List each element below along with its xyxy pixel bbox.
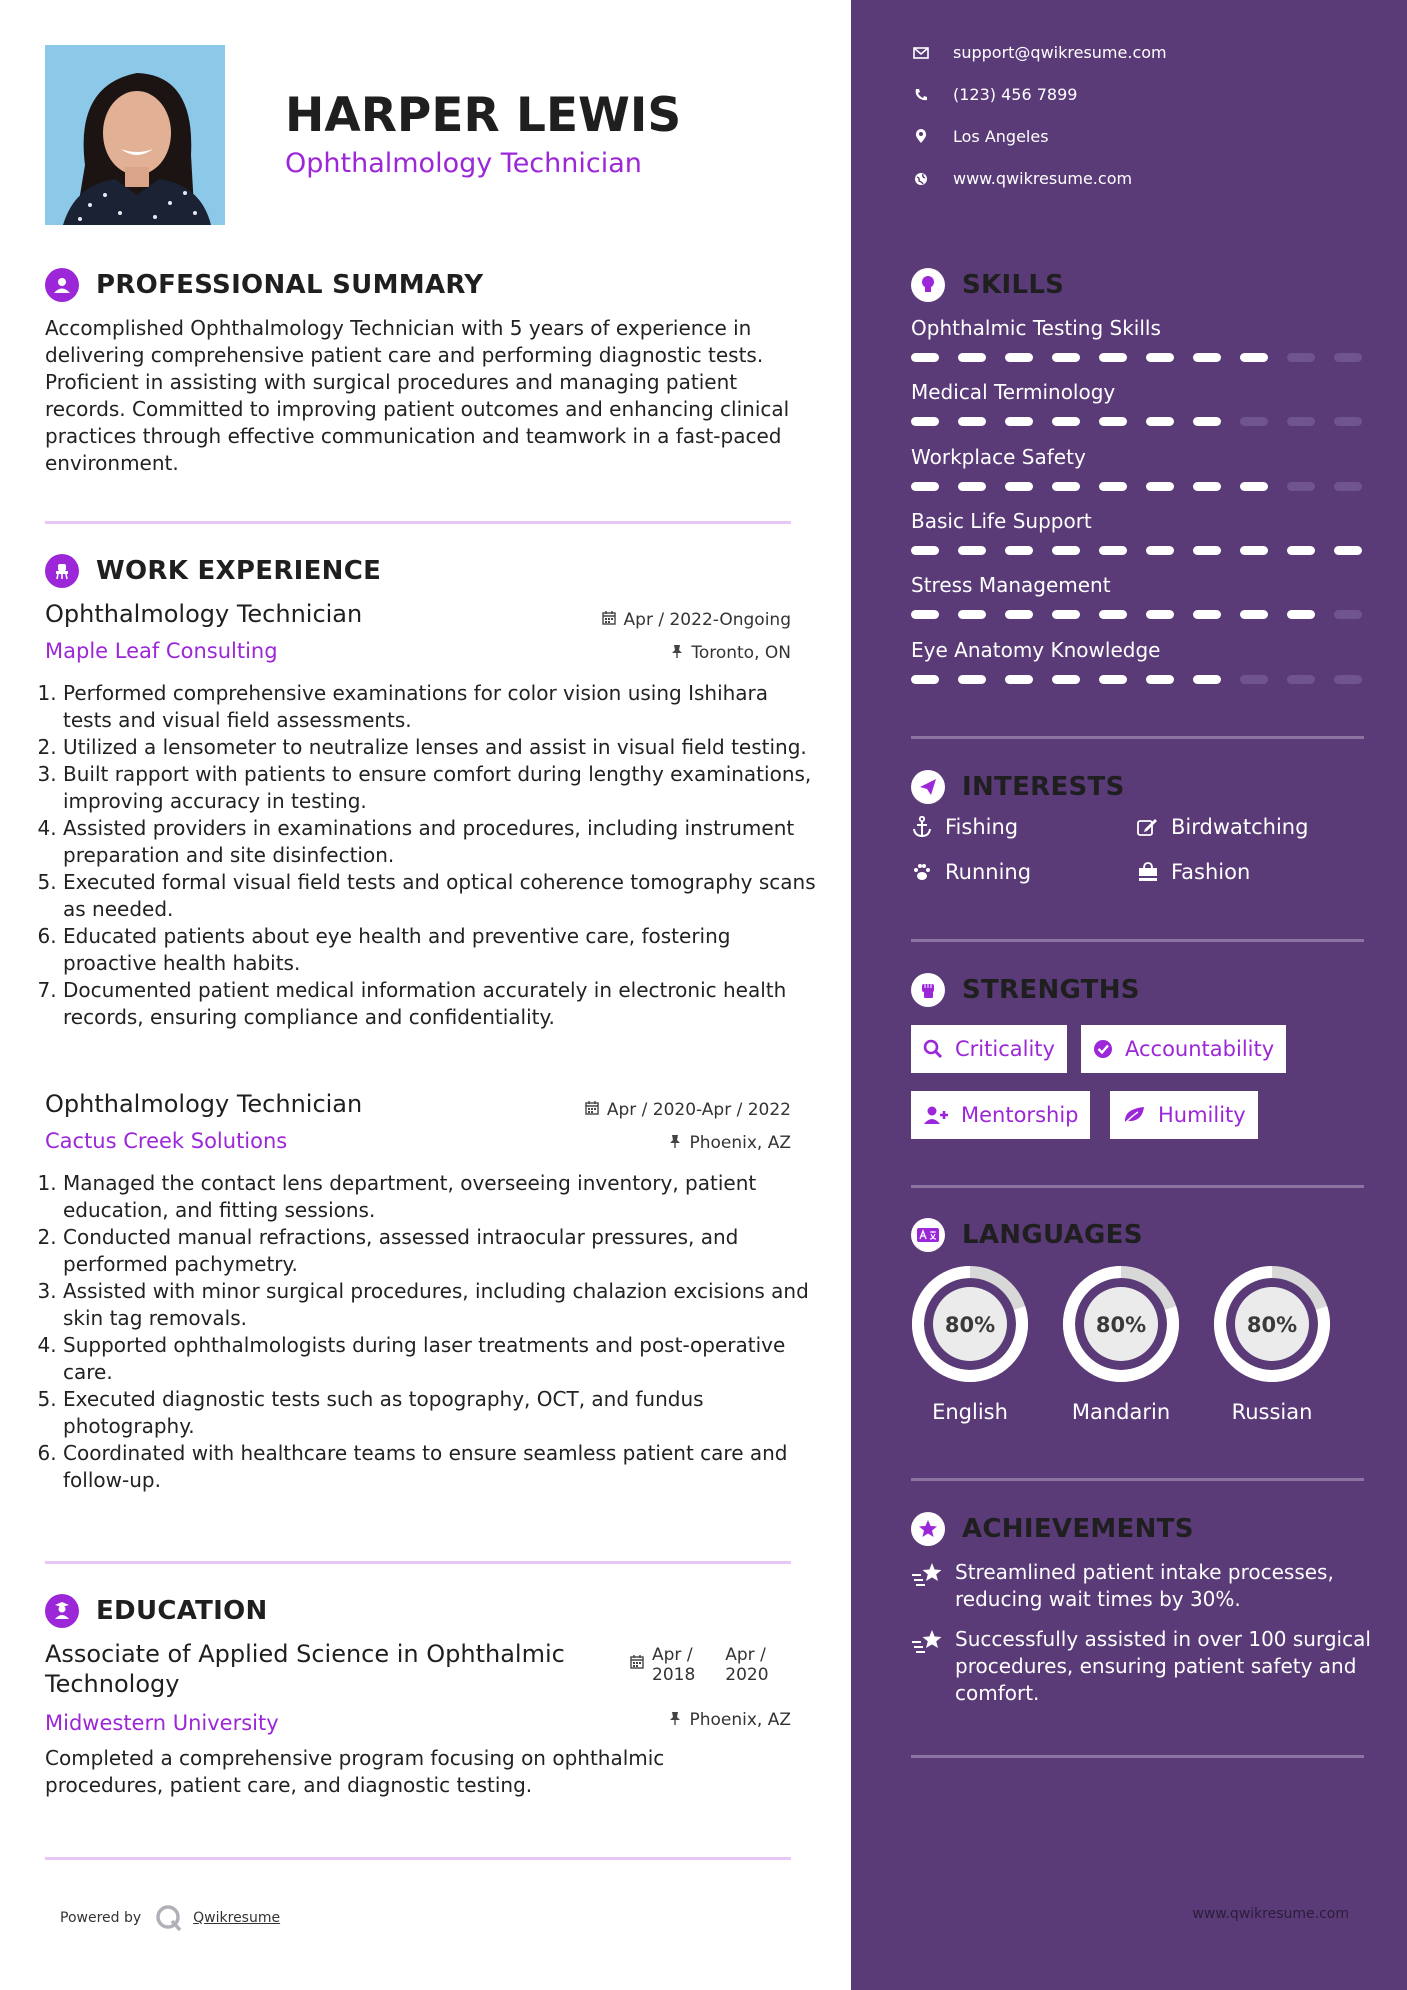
list-item: 3. Assisted with minor surgical procedures, including chalazion excisions and skin tag removals. (63, 1278, 823, 1332)
job-dates (585, 1100, 791, 1120)
contact-phone[interactable] (911, 85, 1077, 104)
skill-dash-empty (1287, 675, 1315, 684)
skill-dash-filled (1287, 546, 1315, 555)
skill-dash-filled (911, 353, 939, 362)
skill-dash-filled (1240, 546, 1268, 555)
skill-dash-filled (1099, 610, 1127, 619)
divider (911, 1478, 1364, 1481)
job-dates-text: Apr / 2022-Ongoing (623, 610, 791, 630)
divider (911, 1185, 1364, 1188)
list-item: 5. Executed formal visual field tests and optical coherence tomography scans as needed. (63, 869, 823, 923)
skill-dash-empty (1334, 482, 1362, 491)
contact-location (911, 127, 1049, 146)
skill-dash-filled (1193, 417, 1221, 426)
skill-dash-filled (911, 482, 939, 491)
user-plus-icon (923, 1105, 949, 1125)
divider (45, 1561, 791, 1564)
skill-dash-filled (1193, 482, 1221, 491)
skill-dash-filled (1099, 482, 1127, 491)
language-name: Mandarin (1071, 1400, 1171, 1424)
strength-label: Criticality (955, 1037, 1055, 1061)
skill-bar (911, 417, 1362, 426)
degree-line-2: Technology (45, 1670, 180, 1698)
interest-item (911, 860, 1031, 884)
qwikresume-link[interactable]: Qwikresume (193, 1910, 281, 1926)
job-dates (602, 610, 791, 630)
list-item: 2. Utilized a lensometer to neutralize lenses and assist in visual field testing. (63, 734, 823, 761)
end-year: 2020 (725, 1665, 769, 1685)
degree-line-1: Associate of Applied Science in Ophthalmic (45, 1640, 565, 1668)
interests-heading (911, 770, 1125, 804)
strengths-title: STRENGTHS (962, 975, 1140, 1005)
edit-icon (1137, 817, 1159, 837)
contact-email-text: support@qwikresume.com (953, 43, 1167, 62)
skill-name: Ophthalmic Testing Skills (911, 316, 1161, 340)
list-item: 6. Educated patients about eye health and preventive care, fostering proactive health habits. (63, 923, 823, 977)
skill-dash-filled (1099, 353, 1127, 362)
skill-dash-filled (958, 417, 986, 426)
skill-dash-filled (1240, 610, 1268, 619)
achievement-text: Successfully assisted in over 100 surgical procedures, ensuring patient safety and comfort. (955, 1627, 1371, 1705)
skills-heading (911, 268, 1064, 302)
interest-item (1137, 815, 1308, 839)
contact-website-text: www.qwikresume.com (953, 169, 1133, 188)
skill-dash-filled (1005, 675, 1033, 684)
envelope-icon (911, 47, 931, 59)
skill-name: Stress Management (911, 573, 1111, 597)
skill-dash-filled (1146, 417, 1174, 426)
list-item: 7. Documented patient medical information accurately in electronic health records, ensuring compliance and confidentiality. (63, 977, 823, 1031)
achievement-item (911, 1626, 1371, 1707)
job-dates-text: Apr / 2020-Apr / 2022 (606, 1100, 791, 1120)
interest-label: Birdwatching (1171, 815, 1309, 839)
list-item: 4. Supported ophthalmologists during laser treatments and post-operative care. (63, 1332, 823, 1386)
job-location (671, 643, 791, 663)
skill-dash-filled (1240, 482, 1268, 491)
list-item: 6. Coordinated with healthcare teams to ensure seamless patient care and follow-up. (63, 1440, 823, 1494)
interest-label: Fishing (945, 815, 1019, 839)
languages-title: LANGUAGES (962, 1220, 1143, 1250)
skill-dash-filled (1146, 482, 1174, 491)
shooting-star-icon (911, 1561, 944, 1596)
skill-dash-empty (1334, 675, 1362, 684)
skill-bar (911, 353, 1362, 362)
job-role: Ophthalmology Technician (45, 600, 363, 628)
footer-url[interactable]: www.qwikresume.com (1192, 1906, 1349, 1922)
skill-name: Workplace Safety (911, 445, 1086, 469)
paper-plane-icon (911, 770, 945, 804)
list-item: 1. Performed comprehensive examinations for color vision using Ishihara tests and visual field assessments. (63, 680, 823, 734)
powered-by (60, 1904, 280, 1932)
skill-dash-filled (958, 675, 986, 684)
skills-title: SKILLS (962, 270, 1065, 300)
education-location-text: Phoenix, AZ (689, 1710, 791, 1730)
skill-dash-empty (1287, 482, 1315, 491)
list-item: 2. Conducted manual refractions, assessed intraocular pressures, and performed pachymetry. (63, 1224, 823, 1278)
interest-item (911, 815, 1018, 839)
skill-bar (911, 675, 1362, 684)
skill-dash-filled (1005, 353, 1033, 362)
skill-dash-empty (1240, 675, 1268, 684)
job-location-text: Toronto, ON (691, 643, 791, 663)
skill-dash-filled (911, 675, 939, 684)
fist-icon (911, 973, 945, 1007)
strength-badge (1110, 1091, 1258, 1139)
divider (911, 736, 1364, 739)
skill-dash-filled (1005, 417, 1033, 426)
list-item: 1. Managed the contact lens department, overseeing inventory, patient education, and fitting sessions. (63, 1170, 823, 1224)
list-item: 4. Assisted providers in examinations and procedures, including instrument preparation and site disinfection. (63, 815, 823, 869)
experience-title: WORK EXPERIENCE (96, 556, 382, 586)
skill-dash-filled (1099, 546, 1127, 555)
list-item: 5. Executed diagnostic tests such as topography, OCT, and fundus photography. (63, 1386, 823, 1440)
skill-dash-filled (1146, 353, 1174, 362)
language-percent: 80% (1095, 1313, 1147, 1337)
language-name: English (932, 1400, 1008, 1424)
strength-label: Mentorship (961, 1103, 1079, 1127)
skill-dash-filled (958, 353, 986, 362)
skill-dash-filled (958, 610, 986, 619)
candidate-title: Ophthalmology Technician (285, 148, 642, 179)
skill-dash-filled (1146, 546, 1174, 555)
skill-dash-filled (1005, 610, 1033, 619)
achievements-heading (911, 1512, 1194, 1546)
job-bullets (36, 680, 823, 1031)
education-title: EDUCATION (96, 1596, 268, 1626)
strength-label: Accountability (1125, 1037, 1275, 1061)
calendar-icon (602, 610, 616, 630)
start-month: Apr / (652, 1645, 693, 1665)
calendar-icon (585, 1100, 599, 1120)
map-pin-icon (911, 129, 931, 144)
language-percent: 80% (944, 1313, 996, 1337)
divider (45, 521, 791, 524)
achievement-text: Streamlined patient intake processes, reducing wait times by 30%. (955, 1560, 1334, 1611)
start-year: 2018 (652, 1665, 696, 1685)
languages-heading (911, 1218, 1143, 1252)
interest-item (1137, 860, 1250, 884)
education-heading (45, 1594, 268, 1628)
skill-dash-filled (1052, 417, 1080, 426)
anchor-icon (911, 816, 933, 838)
strength-badge (1081, 1025, 1286, 1073)
check-circle-icon (1093, 1039, 1113, 1059)
skill-dash-filled (1146, 610, 1174, 619)
lightbulb-icon (911, 268, 945, 302)
graduate-icon (45, 1594, 79, 1628)
interests-title: INTERESTS (962, 772, 1125, 802)
skill-dash-empty (1287, 353, 1315, 362)
strength-badge (911, 1091, 1090, 1139)
strengths-heading (911, 973, 1140, 1007)
strength-badge (911, 1025, 1067, 1073)
language-ring (1061, 1264, 1181, 1384)
skill-dash-filled (911, 610, 939, 619)
leaf-icon (1122, 1105, 1146, 1125)
skill-name: Medical Terminology (911, 380, 1116, 404)
skill-dash-filled (1146, 675, 1174, 684)
experience-heading (45, 554, 381, 588)
skill-dash-filled (1099, 675, 1127, 684)
interest-label: Fashion (1171, 860, 1251, 884)
language-ring (1212, 1264, 1332, 1384)
skill-dash-filled (1052, 610, 1080, 619)
contact-email[interactable] (911, 43, 1167, 62)
powered-by-label: Powered by (60, 1910, 142, 1926)
contact-location-text: Los Angeles (953, 127, 1049, 146)
paw-icon (911, 862, 933, 882)
skill-dash-filled (1193, 353, 1221, 362)
skill-dash-filled (1334, 546, 1362, 555)
qwikresume-logo-icon (155, 1904, 183, 1932)
candidate-name: HARPER LEWIS (285, 88, 682, 143)
skill-dash-filled (1052, 546, 1080, 555)
star-badge-icon (911, 1512, 945, 1546)
achievement-item (911, 1559, 1371, 1613)
skill-dash-filled (1193, 546, 1221, 555)
skill-dash-filled (958, 482, 986, 491)
search-icon (923, 1039, 943, 1059)
skill-dash-filled (911, 417, 939, 426)
job-role: Ophthalmology Technician (45, 1090, 363, 1118)
contact-phone-text: (123) 456 7899 (953, 85, 1078, 104)
profile-photo (45, 45, 225, 225)
chair-icon (45, 554, 79, 588)
summary-heading (45, 268, 483, 302)
skill-dash-filled (958, 546, 986, 555)
strength-label: Humility (1158, 1103, 1246, 1127)
education-dates (630, 1645, 769, 1685)
skill-bar (911, 546, 1362, 555)
pushpin-icon (671, 643, 683, 663)
achievements-title: ACHIEVEMENTS (962, 1514, 1194, 1544)
skill-name: Eye Anatomy Knowledge (911, 638, 1161, 662)
shopping-bag-icon (1137, 862, 1159, 882)
skill-dash-empty (1240, 417, 1268, 426)
skill-dash-filled (1052, 353, 1080, 362)
job-location (669, 1133, 791, 1153)
job-bullets (36, 1170, 823, 1494)
skill-dash-filled (911, 546, 939, 555)
skill-bar (911, 610, 1362, 619)
skill-dash-filled (1287, 610, 1315, 619)
summary-title: PROFESSIONAL SUMMARY (96, 270, 484, 300)
contact-website[interactable] (911, 169, 1132, 188)
skill-dash-filled (1193, 610, 1221, 619)
end-month: Apr / (725, 1645, 766, 1665)
phone-icon (911, 88, 931, 102)
school-name: Midwestern University (45, 1711, 279, 1735)
shooting-star-icon (911, 1628, 944, 1663)
language-percent: 80% (1246, 1313, 1298, 1337)
divider (911, 1755, 1364, 1758)
skill-dash-empty (1287, 417, 1315, 426)
skill-dash-filled (1193, 675, 1221, 684)
skill-dash-filled (1099, 417, 1127, 426)
skill-dash-filled (1052, 675, 1080, 684)
job-company: Cactus Creek Solutions (45, 1129, 288, 1153)
skill-dash-filled (1005, 546, 1033, 555)
skill-dash-empty (1334, 417, 1362, 426)
education-location (669, 1710, 791, 1730)
summary-text: Accomplished Ophthalmology Technician with 5 years of experience in delivering comprehensive patient care and performing diagnostic tests. Proficient in assisting with surgical procedures and managing patient records. Committed to improving patient outcomes and enhancing clinical practices through effective communication and teamwork in a fast-paced environment. (45, 316, 790, 475)
language-name: Russian (1231, 1400, 1313, 1424)
skill-dash-filled (1052, 482, 1080, 491)
divider (911, 939, 1364, 942)
job-location-text: Phoenix, AZ (689, 1133, 791, 1153)
translate-icon (911, 1218, 945, 1252)
language-ring (910, 1264, 1030, 1384)
job-company: Maple Leaf Consulting (45, 639, 278, 663)
list-item: 3. Built rapport with patients to ensure comfort during lengthy examinations, improving accuracy in testing. (63, 761, 823, 815)
skill-dash-filled (1005, 482, 1033, 491)
skill-bar (911, 482, 1362, 491)
interest-label: Running (945, 860, 1032, 884)
user-icon (45, 268, 79, 302)
pushpin-icon (669, 1710, 681, 1730)
divider (45, 1857, 791, 1860)
globe-icon (911, 172, 931, 186)
pushpin-icon (669, 1133, 681, 1153)
skill-dash-empty (1334, 610, 1362, 619)
skill-dash-empty (1334, 353, 1362, 362)
skill-name: Basic Life Support (911, 509, 1092, 533)
skill-dash-filled (1240, 353, 1268, 362)
calendar-icon (630, 1654, 644, 1674)
education-description: Completed a comprehensive program focusing on ophthalmic procedures, patient care, and diagnostic testing. (45, 1746, 665, 1797)
